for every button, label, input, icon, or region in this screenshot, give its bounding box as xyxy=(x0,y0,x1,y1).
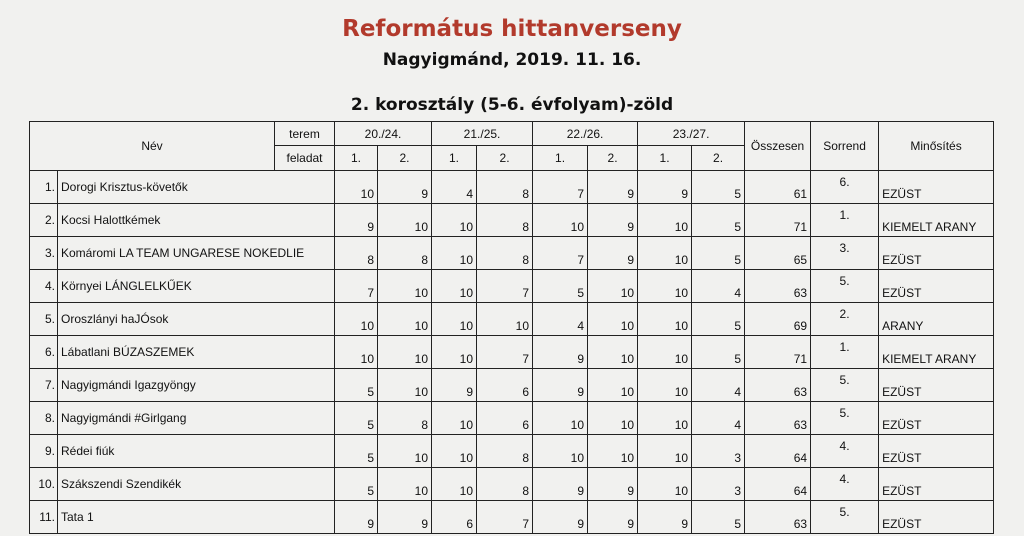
table-row xyxy=(30,237,994,270)
score-cell: 10 xyxy=(378,270,432,303)
team-name: Dorogi Krisztus-követők xyxy=(58,171,335,204)
score-cell: 5 xyxy=(335,402,378,435)
score-cell: 8 xyxy=(477,204,533,237)
score-cell: 8 xyxy=(335,237,378,270)
team-name: Lábatlani BÚZASZEMEK xyxy=(58,336,335,369)
team-name: Szákszendi Szendikék xyxy=(58,468,335,501)
score-cell: 10 xyxy=(432,237,477,270)
score-cell: 8 xyxy=(378,237,432,270)
score-cell: 8 xyxy=(477,171,533,204)
table-row xyxy=(30,270,994,303)
score-cell: 10 xyxy=(335,303,378,336)
score-cell: 9 xyxy=(378,501,432,534)
team-name: Környei LÁNGLELKŰEK xyxy=(58,270,335,303)
score-cell: 10 xyxy=(533,402,588,435)
table-row xyxy=(30,303,994,336)
total-cell: 71 xyxy=(745,336,811,369)
score-cell: 9 xyxy=(588,204,638,237)
score-cell: 5 xyxy=(692,204,745,237)
table-row xyxy=(30,501,994,534)
rank-cell: 5. xyxy=(811,369,879,402)
row-number: 11. xyxy=(30,501,58,534)
document-title: Református hittanverseny xyxy=(342,16,682,42)
table-row xyxy=(30,204,994,237)
score-cell: 5 xyxy=(335,468,378,501)
score-cell: 10 xyxy=(588,369,638,402)
header-room-4: 23./27. xyxy=(638,122,745,146)
row-number: 2. xyxy=(30,204,58,237)
header-task-2: 2. xyxy=(477,146,533,171)
row-number: 3. xyxy=(30,237,58,270)
score-cell: 10 xyxy=(432,303,477,336)
score-cell: 10 xyxy=(638,270,692,303)
team-name: Nagyigmándi Igazgyöngy xyxy=(58,369,335,402)
score-cell: 7 xyxy=(477,270,533,303)
rank-cell: 1. xyxy=(811,336,879,369)
score-cell: 10 xyxy=(638,204,692,237)
score-cell: 3 xyxy=(692,435,745,468)
total-cell: 64 xyxy=(745,435,811,468)
score-cell: 10 xyxy=(432,336,477,369)
score-cell: 3 xyxy=(692,468,745,501)
total-cell: 64 xyxy=(745,468,811,501)
total-cell: 63 xyxy=(745,501,811,534)
grade-cell: EZÜST xyxy=(879,402,994,435)
event-date-location: Nagyigmánd, 2019. 11. 16. xyxy=(382,50,642,70)
score-cell: 10 xyxy=(638,237,692,270)
score-cell: 5 xyxy=(335,435,378,468)
table-row xyxy=(30,369,994,402)
header-total: Összesen xyxy=(745,122,811,171)
row-number: 9. xyxy=(30,435,58,468)
grade-cell: EZÜST xyxy=(879,369,994,402)
results-table xyxy=(29,121,994,534)
row-number: 6. xyxy=(30,336,58,369)
score-cell: 9 xyxy=(638,171,692,204)
score-cell: 4 xyxy=(692,369,745,402)
rank-cell: 1. xyxy=(811,204,879,237)
header-name: Név xyxy=(30,122,275,171)
results-body xyxy=(30,171,994,534)
score-cell: 9 xyxy=(588,237,638,270)
team-name: Nagyigmándi #Girlgang xyxy=(58,402,335,435)
team-name: Rédei fiúk xyxy=(58,435,335,468)
row-number: 1. xyxy=(30,171,58,204)
score-cell: 6 xyxy=(432,501,477,534)
score-cell: 7 xyxy=(533,237,588,270)
score-cell: 10 xyxy=(378,435,432,468)
score-cell: 9 xyxy=(588,171,638,204)
score-cell: 9 xyxy=(533,369,588,402)
score-cell: 10 xyxy=(335,336,378,369)
total-cell: 63 xyxy=(745,402,811,435)
score-cell: 5 xyxy=(692,237,745,270)
score-cell: 10 xyxy=(378,336,432,369)
score-cell: 10 xyxy=(477,303,533,336)
rank-cell: 5. xyxy=(811,402,879,435)
rank-cell: 2. xyxy=(811,303,879,336)
rank-cell: 4. xyxy=(811,468,879,501)
grade-cell: EZÜST xyxy=(879,237,994,270)
rank-cell: 5. xyxy=(811,501,879,534)
grade-cell: EZÜST xyxy=(879,270,994,303)
rank-cell: 4. xyxy=(811,435,879,468)
score-cell: 9 xyxy=(335,204,378,237)
table-row xyxy=(30,435,994,468)
row-number: 5. xyxy=(30,303,58,336)
rank-cell: 3. xyxy=(811,237,879,270)
score-cell: 10 xyxy=(533,435,588,468)
grade-cell: KIEMELT ARANY xyxy=(879,204,994,237)
row-number: 7. xyxy=(30,369,58,402)
team-name: Kocsi Halottkémek xyxy=(58,204,335,237)
header-task-1: 1. xyxy=(638,146,692,171)
header-task-2: 2. xyxy=(588,146,638,171)
header-task-1: 1. xyxy=(335,146,378,171)
score-cell: 8 xyxy=(477,468,533,501)
score-cell: 8 xyxy=(477,237,533,270)
total-cell: 65 xyxy=(745,237,811,270)
total-cell: 71 xyxy=(745,204,811,237)
score-cell: 9 xyxy=(638,501,692,534)
score-cell: 10 xyxy=(638,402,692,435)
header-room: terem xyxy=(275,122,335,146)
score-cell: 8 xyxy=(378,402,432,435)
header-rank: Sorrend xyxy=(811,122,879,171)
team-name: Komáromi LA TEAM UNGARESE NOKEDLIE xyxy=(58,237,335,270)
score-cell: 9 xyxy=(378,171,432,204)
total-cell: 61 xyxy=(745,171,811,204)
grade-cell: EZÜST xyxy=(879,171,994,204)
score-cell: 10 xyxy=(432,468,477,501)
score-cell: 9 xyxy=(533,336,588,369)
team-name: Tata 1 xyxy=(58,501,335,534)
score-cell: 5 xyxy=(335,369,378,402)
row-number: 10. xyxy=(30,468,58,501)
score-cell: 9 xyxy=(588,468,638,501)
total-cell: 69 xyxy=(745,303,811,336)
header-room-2: 21./25. xyxy=(432,122,533,146)
score-cell: 5 xyxy=(533,270,588,303)
row-number: 4. xyxy=(30,270,58,303)
score-cell: 10 xyxy=(335,171,378,204)
score-cell: 10 xyxy=(378,303,432,336)
score-cell: 10 xyxy=(432,270,477,303)
score-cell: 9 xyxy=(588,501,638,534)
score-cell: 9 xyxy=(533,501,588,534)
score-cell: 9 xyxy=(432,369,477,402)
score-cell: 10 xyxy=(432,402,477,435)
header-room-3: 22./26. xyxy=(533,122,638,146)
score-cell: 10 xyxy=(432,204,477,237)
grade-cell: EZÜST xyxy=(879,501,994,534)
score-cell: 6 xyxy=(477,402,533,435)
score-cell: 7 xyxy=(477,336,533,369)
score-cell: 4 xyxy=(692,270,745,303)
score-cell: 4 xyxy=(432,171,477,204)
score-cell: 10 xyxy=(378,468,432,501)
score-cell: 8 xyxy=(477,435,533,468)
score-cell: 5 xyxy=(692,501,745,534)
grade-cell: ARANY xyxy=(879,303,994,336)
score-cell: 10 xyxy=(638,336,692,369)
table-row xyxy=(30,171,994,204)
table-row xyxy=(30,336,994,369)
score-cell: 10 xyxy=(533,204,588,237)
header-task-1: 1. xyxy=(533,146,588,171)
header-grade: Minősítés xyxy=(879,122,994,171)
score-cell: 9 xyxy=(533,468,588,501)
table-row xyxy=(30,402,994,435)
score-cell: 4 xyxy=(533,303,588,336)
score-cell: 5 xyxy=(692,303,745,336)
score-cell: 9 xyxy=(335,501,378,534)
grade-cell: EZÜST xyxy=(879,435,994,468)
score-cell: 10 xyxy=(638,435,692,468)
total-cell: 63 xyxy=(745,369,811,402)
grade-cell: EZÜST xyxy=(879,468,994,501)
row-number: 8. xyxy=(30,402,58,435)
score-cell: 10 xyxy=(588,402,638,435)
score-cell: 10 xyxy=(638,468,692,501)
score-cell: 5 xyxy=(692,336,745,369)
category-heading: 2. korosztály (5-6. évfolyam)-zöld xyxy=(350,95,674,115)
score-cell: 6 xyxy=(477,369,533,402)
header-task-1: 1. xyxy=(432,146,477,171)
score-cell: 7 xyxy=(335,270,378,303)
header-task-2: 2. xyxy=(692,146,745,171)
score-cell: 10 xyxy=(638,303,692,336)
score-cell: 10 xyxy=(432,435,477,468)
score-cell: 7 xyxy=(533,171,588,204)
total-cell: 63 xyxy=(745,270,811,303)
score-cell: 10 xyxy=(588,435,638,468)
score-cell: 7 xyxy=(477,501,533,534)
score-cell: 4 xyxy=(692,402,745,435)
score-cell: 10 xyxy=(378,369,432,402)
header-room-1: 20./24. xyxy=(335,122,432,146)
score-cell: 10 xyxy=(378,204,432,237)
header-task-2: 2. xyxy=(378,146,432,171)
score-cell: 10 xyxy=(588,270,638,303)
rank-cell: 6. xyxy=(811,171,879,204)
score-cell: 10 xyxy=(588,336,638,369)
header-task: feladat xyxy=(275,146,335,171)
score-cell: 5 xyxy=(692,171,745,204)
rank-cell: 5. xyxy=(811,270,879,303)
table-row xyxy=(30,468,994,501)
score-cell: 10 xyxy=(588,303,638,336)
team-name: Oroszlányi haJÓsok xyxy=(58,303,335,336)
score-cell: 10 xyxy=(638,369,692,402)
grade-cell: KIEMELT ARANY xyxy=(879,336,994,369)
